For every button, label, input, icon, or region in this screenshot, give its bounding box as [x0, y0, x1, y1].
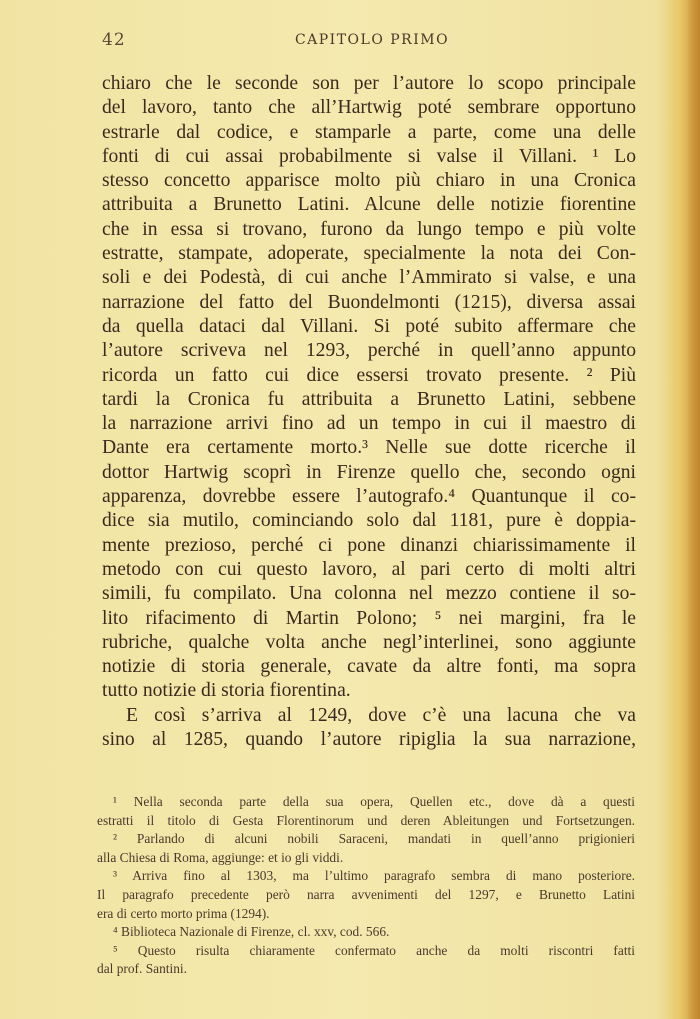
footnote-line: alla Chiesa di Roma, aggiunge: et io gli viddi. [97, 849, 344, 865]
text-line: l’autore scriveva nel 1293, perché in quell’anno appunto [102, 340, 636, 362]
text-line: soli e dei Podestà, di cui anche l’Ammirato si valse, e una [102, 267, 636, 289]
text-line: sino al 1285, quando l’autore ripiglia la sua narrazione, [102, 729, 636, 751]
footnote-line: ² Parlando di alcuni nobili Saraceni, mandati in quell’anno prigionieri [113, 831, 635, 847]
text-line: tutto notizie di storia fiorentina. [102, 680, 351, 702]
page-number: 42 [102, 30, 126, 50]
text-line: attribuita a Brunetto Latini. Alcune delle notizie fiorentine [102, 194, 636, 216]
text-line: tardi la Cronica fu attribuita a Brunetto Latini, sebbene [102, 388, 636, 410]
text-line: dice sia mutilo, cominciando solo dal 1181, pure è doppia- [102, 510, 636, 532]
footnote-line: ³ Arriva fino al 1303, ma l’ultimo paragrafo sembra di mano posteriore. [113, 868, 635, 884]
text-line: narrazione del fatto del Buondelmonti (1215), diversa assai [102, 291, 636, 313]
text-line: simili, fu compilato. Una colonna nel mezzo contiene il so- [102, 583, 636, 605]
text-line: da quella dataci dal Villani. Si poté subito affermare che [102, 315, 636, 337]
running-head: CAPITOLO PRIMO [294, 32, 450, 48]
footnote-line: estratti il titolo di Gesta Florentinorum und deren Ableitungen und Fortsetzungen. [97, 812, 635, 828]
text-line: ricorda un fatto cui dice essersi trovato presente. ² Più [102, 364, 636, 386]
main-text [102, 72, 636, 752]
text-line: rubriche, qualche volta anche negl’interlinei, sono aggiunte [102, 631, 636, 653]
text-line: notizie di storia generale, cavate da altre fonti, ma sopra [102, 656, 636, 678]
footnote-line: dal prof. Santini. [97, 961, 188, 977]
text-line: fonti di cui assai probabilmente si valse il Villani. ¹ Lo [102, 145, 636, 167]
page-edge-shadow [686, 0, 700, 1019]
text-line: chiaro che le seconde son per l’autore lo scopo principale [102, 73, 636, 94]
text-line: lito rifacimento di Martin Polono; ⁵ nei margini, fra le [102, 607, 636, 629]
text-line: E così s’arriva al 1249, dove c’è una lacuna che va [126, 704, 636, 726]
text-line: che in essa si trovano, furono da lungo tempo e più volte [102, 218, 636, 240]
footnote-line: ⁴ Biblioteca Nazionale di Firenze, cl. xxv, cod. 566. [113, 924, 390, 940]
text-line: estratte, stampate, adoperate, specialmente la nota dei Con- [102, 243, 636, 265]
text-line: metodo con cui questo lavoro, al pari certo di molti altri [102, 558, 636, 580]
text-line: mente prezioso, perché ci pone dinanzi chiarissimamente il [102, 534, 636, 556]
footnote-line: ¹ Nella seconda parte della sua opera, Quellen etc., dove dà a questi [113, 794, 635, 809]
text-line: la narrazione arrivi fino ad un tempo in cui il maestro di [102, 413, 636, 435]
footnotes [97, 793, 635, 979]
footnote-line: ⁵ Questo risulta chiaramente confermato anche da molti riscontri fatti [113, 942, 635, 958]
text-line: dottor Hartwig scoprì in Firenze quello che, secondo ogni [102, 461, 636, 483]
footnote-line: era di certo morto prima (1294). [97, 905, 270, 921]
footnote-line: Il paragrafo precedente però narra avvenimenti del 1297, e Brunetto Latini [97, 886, 635, 902]
text-line: Dante era certamente morto.³ Nelle sue dotte ricerche il [102, 437, 636, 459]
text-line: estrarle dal codice, e stamparle a parte, come una delle [102, 121, 636, 143]
text-line: apparenza, dovrebbe essere l’autografo.⁴ Quantunque il co- [102, 486, 636, 508]
text-line: del lavoro, tanto che all’Hartwig poté sembrare opportuno [102, 97, 636, 119]
page-header [102, 30, 642, 52]
text-line: stesso concetto apparisce molto più chiaro in una Cronica [102, 170, 636, 192]
